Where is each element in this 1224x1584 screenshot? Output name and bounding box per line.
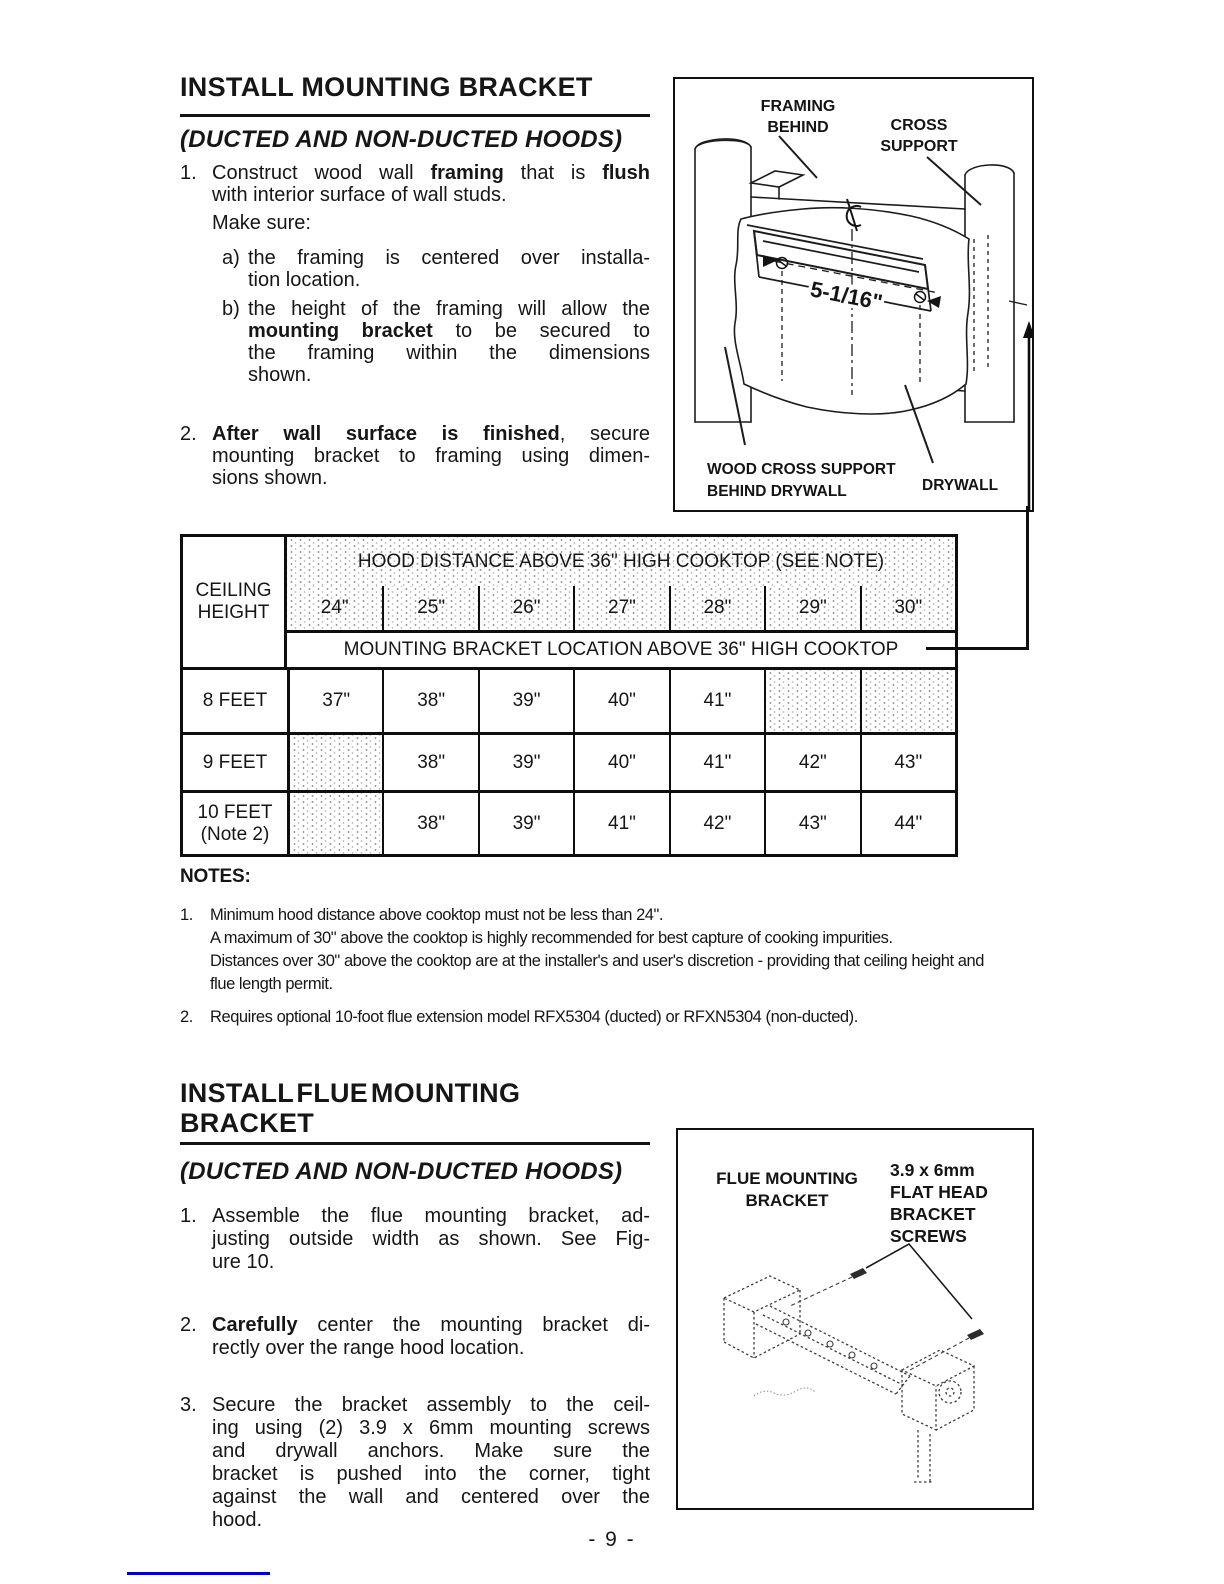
table-cell: 43": [764, 790, 859, 854]
figure-label: CROSS: [890, 117, 948, 134]
table-cell: 37": [287, 667, 382, 732]
table-cell: 42": [764, 732, 859, 790]
text-run: After wall surface is finished: [212, 423, 560, 445]
row-label-text: 8 FEET: [202, 690, 268, 711]
table-band-header: MOUNTING BRACKET LOCATION ABOVE 36" HIGH COOKTOP: [287, 630, 955, 667]
text-run: that is: [503, 162, 603, 184]
text-run: center the mounting bracket di-: [297, 1314, 650, 1336]
text-run: ing using (2) 3.9 x 6mm mounting screws: [212, 1417, 650, 1439]
connector-line-horizontal: [926, 647, 1029, 650]
text-line: [212, 184, 650, 206]
flue-bracket-drawing: [678, 1130, 1032, 1508]
text-run: the framing within the dimensions: [248, 342, 650, 364]
table-cell: [287, 732, 382, 790]
text-line: [212, 1251, 650, 1274]
text-run: Secure the bracket assembly to the ceil-: [212, 1394, 650, 1416]
flue-bracket-figure: [676, 1128, 1034, 1510]
text-run: the framing is centered over installa-: [248, 247, 650, 269]
leader-lines: [866, 1244, 972, 1319]
text-run: flush: [602, 162, 650, 184]
text-run: framing: [430, 162, 504, 184]
paragraph: [212, 162, 650, 206]
row-label-text: (Note 2): [200, 823, 270, 845]
note-number: 1.: [180, 906, 193, 924]
paragraph: [212, 1314, 650, 1360]
table-row-label: [183, 790, 287, 854]
text-line: [248, 269, 650, 291]
text-run: against the wall and centered over the: [212, 1486, 650, 1508]
text-run: with interior surface of wall studs.: [212, 184, 507, 206]
text-line: [210, 904, 1010, 927]
sub-list-item: [222, 247, 650, 291]
text-run: sions shown.: [212, 467, 328, 489]
sub-list-item: [222, 298, 650, 386]
text-run: rectly over the range hood location.: [212, 1337, 525, 1359]
figure-label: FLUE MOUNTING: [716, 1169, 858, 1188]
list-item-number: 1.: [180, 1205, 197, 1227]
table-header-cell: 25": [382, 586, 477, 630]
table-connector-arrow: [1023, 321, 1032, 510]
figure-label: BRACKET: [890, 1204, 976, 1224]
artifact-line: [127, 1572, 270, 1575]
table-header-cell: 26": [478, 586, 573, 630]
table-header-text: CEILING: [195, 580, 272, 601]
table-cell: 38": [382, 790, 477, 854]
wall-framing-drawing: [675, 79, 1032, 510]
text-line: [212, 1394, 650, 1417]
text-line: [248, 364, 650, 386]
text-line: [212, 1463, 650, 1486]
text-line: [210, 1006, 1010, 1029]
paragraph: [212, 423, 650, 489]
table-header-cell: 24": [287, 586, 382, 630]
notes-section: [180, 866, 1010, 1029]
figure-label: SCREWS: [890, 1226, 967, 1246]
text-run: shown.: [248, 364, 312, 386]
text-line: [212, 445, 650, 467]
section-subtitle: (DUCTED AND NON-DUCTED HOODS): [180, 126, 623, 153]
figure-label: BEHIND: [767, 119, 829, 136]
text-run: justing outside width as shown. See Fig-: [212, 1228, 650, 1250]
text-line: [212, 1205, 650, 1228]
list-item: [180, 162, 650, 386]
page-number: - 9 -: [588, 1528, 636, 1551]
sub-item-letter: a): [222, 247, 240, 269]
text-line: [212, 1337, 650, 1360]
table-cell: 38": [382, 667, 477, 732]
table-cell: 40": [573, 667, 668, 732]
list-item-number: 1.: [180, 162, 197, 184]
table-cell: 42": [669, 790, 764, 854]
text-run: Requires optional 10-foot flue extension model RFX5304 (ducted) or RFXN5304 (non-ducted).: [210, 1008, 858, 1026]
figure-label: WOOD CROSS SUPPORT: [707, 461, 896, 478]
text-run: mounting bracket: [248, 320, 433, 342]
dimension-label: 5-1/16": [808, 276, 885, 315]
paragraph: [248, 247, 650, 291]
text-line: [212, 1440, 650, 1463]
section-install-mounting-bracket: [180, 72, 650, 489]
bracket-dotted-art: [724, 1276, 974, 1482]
table-cell: 41": [669, 732, 764, 790]
table-header-text: HEIGHT: [197, 602, 270, 623]
table-header-cell: 30": [860, 586, 955, 630]
text-run: tion location.: [248, 269, 361, 291]
table-header-cell: 27": [573, 586, 668, 630]
list-item-number: 3.: [180, 1394, 197, 1416]
note-number: 2.: [180, 1008, 193, 1026]
text-run: Distances over 30" above the cooktop are at the installer's and user's discretion - providing that ceiling height and flue length permit.: [210, 952, 984, 993]
table-corner-header: [183, 537, 287, 667]
table-cell: 39": [478, 790, 573, 854]
figure-label: BRACKET: [745, 1191, 829, 1210]
paragraph: [210, 1006, 1010, 1029]
text-line: [248, 320, 650, 342]
list-item: [180, 1314, 650, 1360]
text-line: [248, 298, 650, 320]
table-cell: [287, 790, 382, 854]
paragraph: [210, 904, 1010, 996]
section-title: INSTALL FLUE MOUNTING BRACKET: [180, 1078, 650, 1145]
figure-label: FRAMING: [760, 98, 836, 115]
list-item-number: 2.: [180, 423, 197, 445]
table-cell: 41": [669, 667, 764, 732]
figure-label: FLAT HEAD: [890, 1182, 988, 1202]
paragraph: Make sure:: [212, 212, 311, 234]
text-run: the height of the framing will allow the: [248, 298, 650, 320]
paragraph: [248, 298, 650, 386]
text-line: [212, 1314, 650, 1337]
table-cell: 38": [382, 732, 477, 790]
sub-item-letter: b): [222, 298, 240, 320]
list-item: [180, 423, 650, 489]
table-row-label: [183, 732, 287, 790]
row-label-text: 10 FEET: [197, 801, 273, 823]
text-run: Carefully: [212, 1314, 298, 1336]
text-run: ure 10.: [212, 1251, 275, 1273]
section-title: INSTALL MOUNTING BRACKET: [180, 72, 650, 117]
table-cell: [860, 667, 955, 732]
figure-label: SUPPORT: [880, 138, 958, 155]
figure-label: BEHIND DRYWALL: [707, 483, 847, 500]
dimension-squiggle: [754, 1388, 816, 1396]
text-line: [212, 467, 650, 489]
paragraph: [212, 1205, 650, 1274]
section-install-flue-mounting-bracket: [180, 1078, 650, 1532]
text-run: , secure: [559, 423, 650, 445]
figure-label: 3.9 x 6mm: [890, 1160, 975, 1180]
row-label-text: 9 FEET: [202, 751, 268, 773]
text-run: hood.: [212, 1509, 263, 1531]
table-cell: 40": [573, 732, 668, 790]
list-item: [180, 1205, 650, 1274]
text-run: Minimum hood distance above cooktop must not be less than 24".: [210, 906, 664, 924]
note-item: [180, 1006, 1010, 1029]
text-line: [212, 162, 650, 184]
text-run: A maximum of 30" above the cooktop is highly recommended for best capture of cooking impurities.: [210, 929, 893, 947]
list-item: [180, 1394, 650, 1532]
text-run: to be secured to: [432, 320, 651, 342]
text-run: mounting bracket to framing using dimen-: [212, 445, 650, 467]
text-run: bracket is pushed into the corner, tight: [212, 1463, 650, 1485]
figure-label: DRYWALL: [922, 477, 999, 494]
table-row-label: [183, 667, 287, 732]
text-line: [210, 950, 1010, 996]
text-run: and drywall anchors. Make sure the: [212, 1440, 650, 1462]
list-item-number: 2.: [180, 1314, 197, 1336]
table-band-header: HOOD DISTANCE ABOVE 36" HIGH COOKTOP (SEE NOTE): [287, 537, 955, 586]
table-cell: 43": [860, 732, 955, 790]
text-line: [248, 342, 650, 364]
note-item: [180, 904, 1010, 996]
text-line: [248, 247, 650, 269]
screw-icon: [790, 1268, 984, 1370]
table-cell: 39": [478, 667, 573, 732]
wall-framing-figure: [673, 77, 1034, 512]
table-header-cell: 29": [764, 586, 859, 630]
text-line: [212, 1486, 650, 1509]
table-cell: 39": [478, 732, 573, 790]
connector-line-vertical: [1026, 506, 1029, 650]
text-run: Assemble the flue mounting bracket, ad-: [212, 1205, 650, 1227]
text-line: [212, 1228, 650, 1251]
paragraph: [212, 1394, 650, 1532]
table-cell: [764, 667, 859, 732]
section-subtitle: (DUCTED AND NON-DUCTED HOODS): [180, 1158, 623, 1185]
text-line: [212, 1417, 650, 1440]
notes-heading: NOTES:: [180, 866, 251, 887]
text-line: [212, 423, 650, 445]
list-item-body: [212, 162, 650, 386]
table-cell: 41": [573, 790, 668, 854]
table-header-cell: 28": [669, 586, 764, 630]
mounting-table: [180, 534, 958, 857]
table-cell: 44": [860, 790, 955, 854]
text-line: [210, 927, 1010, 950]
text-run: Construct wood wall: [212, 162, 431, 184]
